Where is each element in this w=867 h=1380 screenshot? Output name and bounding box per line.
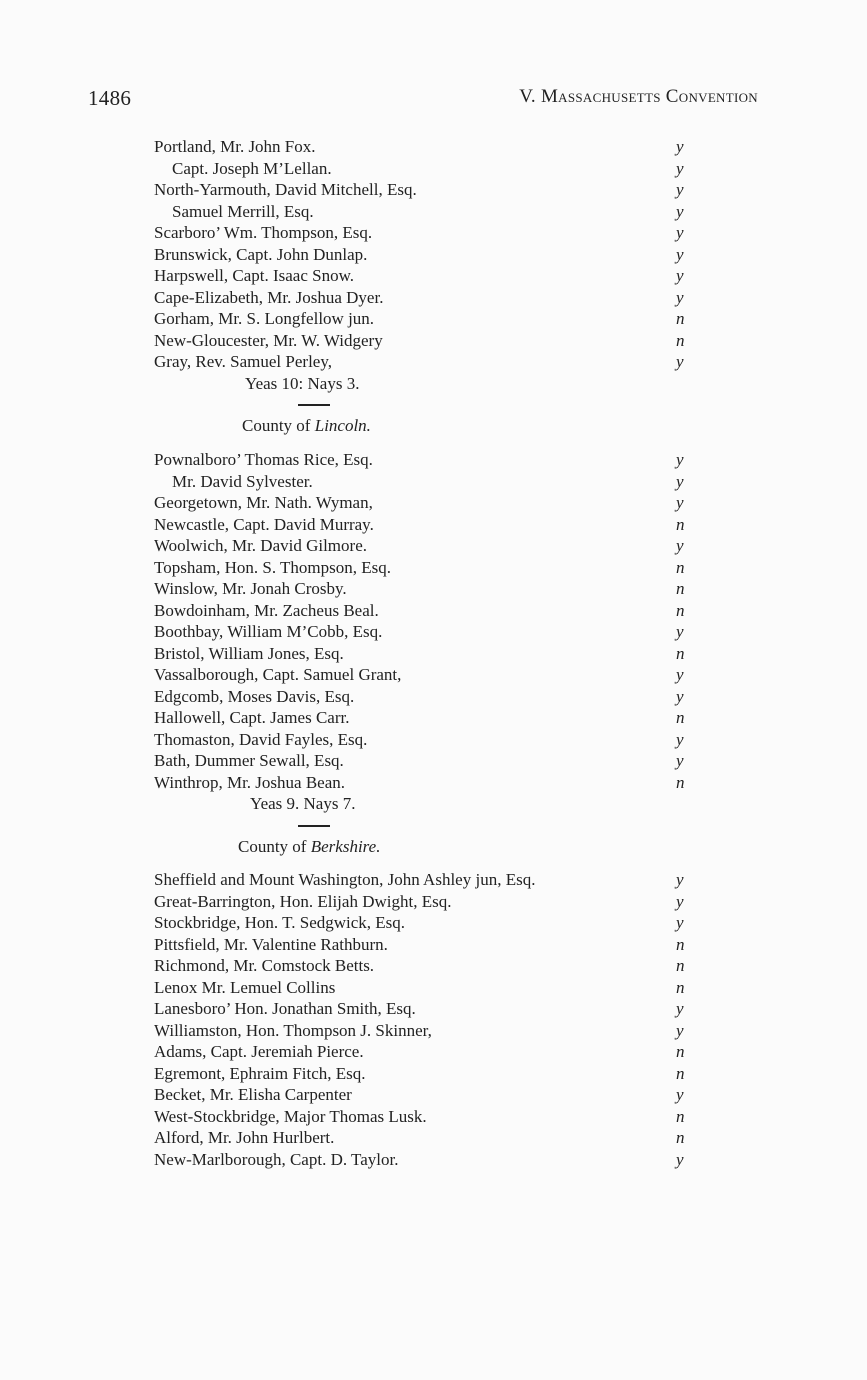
delegate-name: Becket, Mr. Elisha Carpenter xyxy=(154,1085,352,1104)
page-header xyxy=(88,86,758,114)
vote-row xyxy=(154,891,694,913)
delegate-name: Bath, Dummer Sewall, Esq. xyxy=(154,751,344,770)
vote-row xyxy=(154,1084,694,1106)
vote-mark: y xyxy=(676,493,684,512)
vote-row xyxy=(154,621,694,643)
vote-mark: n xyxy=(676,1106,685,1126)
vote-mark: y xyxy=(676,751,684,770)
vote-mark: n xyxy=(676,557,685,577)
delegate-name: Gorham, Mr. S. Longfellow jun. xyxy=(154,309,375,328)
vote-row xyxy=(154,955,694,977)
delegate-name: West-Stockbridge, Major Thomas Lusk. xyxy=(154,1106,427,1126)
vote-row xyxy=(154,772,694,794)
vote-mark: n xyxy=(676,934,685,954)
vote-row xyxy=(154,729,694,751)
vote-mark: y xyxy=(676,870,684,889)
vote-mark: y xyxy=(676,891,684,911)
cumberland-totals: Yeas 10: Nays 3. xyxy=(245,374,360,393)
county-heading-berkshire xyxy=(238,836,380,858)
vote-row xyxy=(154,1127,694,1149)
vote-mark: y xyxy=(676,999,684,1018)
vote-mark: y xyxy=(676,201,684,221)
delegate-name: Cape-Elizabeth, Mr. Joshua Dyer. xyxy=(154,287,384,307)
vote-row xyxy=(154,643,694,665)
vote-row xyxy=(154,707,694,729)
delegate-name: Great-Barrington, Hon. Elijah Dwight, Esq. xyxy=(154,891,452,911)
vote-row xyxy=(154,750,694,772)
delegate-name: Edgcomb, Moses Davis, Esq. xyxy=(154,686,355,706)
vote-mark: y xyxy=(676,266,684,285)
delegate-name: Adams, Capt. Jeremiah Pierce. xyxy=(154,1042,364,1061)
delegate-name: Bowdoinham, Mr. Zacheus Beal. xyxy=(154,600,379,620)
vote-mark: y xyxy=(676,1085,684,1104)
vote-row xyxy=(154,492,694,514)
vote-mark: n xyxy=(676,708,685,727)
delegate-name: Georgetown, Mr. Nath. Wyman, xyxy=(154,493,373,512)
county-heading-prefix: County of xyxy=(242,416,315,435)
vote-mark: y xyxy=(676,223,684,242)
vote-row xyxy=(154,664,694,686)
delegate-name: Winslow, Mr. Jonah Crosby. xyxy=(154,579,347,598)
delegate-name: Richmond, Mr. Comstock Betts. xyxy=(154,956,375,975)
vote-row xyxy=(154,557,694,579)
vote-row xyxy=(154,471,694,493)
vote-mark: n xyxy=(676,1042,685,1061)
delegate-name: Gray, Rev. Samuel Perley, xyxy=(154,352,332,371)
county-heading-prefix: County of xyxy=(238,837,311,856)
vote-row xyxy=(154,179,694,201)
delegate-name: Pittsfield, Mr. Valentine Rathburn. xyxy=(154,934,388,954)
vote-mark: n xyxy=(676,956,685,975)
vote-mark: n xyxy=(676,772,685,792)
vote-row xyxy=(154,287,694,309)
vote-mark: y xyxy=(676,622,684,641)
delegate-name: Lenox Mr. Lemuel Collins xyxy=(154,977,336,997)
delegate-name: Newcastle, Capt. David Murray. xyxy=(154,514,374,534)
vote-mark: n xyxy=(676,579,685,598)
vote-row xyxy=(154,158,694,180)
delegate-name: Scarboro’ Wm. Thompson, Esq. xyxy=(154,223,373,242)
vote-row xyxy=(154,201,694,223)
vote-row xyxy=(154,1063,694,1085)
vote-row xyxy=(154,449,694,471)
delegate-name: New-Marlborough, Capt. D. Taylor. xyxy=(154,1149,399,1169)
delegate-name: Bristol, William Jones, Esq. xyxy=(154,643,344,663)
vote-mark: n xyxy=(676,600,685,620)
county-name: Berkshire. xyxy=(310,837,381,856)
delegate-name: Vassalborough, Capt. Samuel Grant, xyxy=(154,665,402,684)
vote-mark: y xyxy=(676,471,684,491)
vote-row xyxy=(154,244,694,266)
vote-row xyxy=(154,1041,694,1063)
vote-row xyxy=(154,998,694,1020)
vote-mark: n xyxy=(676,643,685,663)
delegate-name: Lanesboro’ Hon. Jonathan Smith, Esq. xyxy=(154,999,416,1018)
vote-mark: y xyxy=(676,158,684,178)
section-divider xyxy=(298,404,330,406)
vote-row xyxy=(154,308,694,330)
delegate-name: Boothbay, William M’Cobb, Esq. xyxy=(154,622,383,641)
vote-row xyxy=(154,977,694,999)
vote-mark: y xyxy=(676,450,684,469)
delegate-name: Mr. David Sylvester. xyxy=(172,471,313,491)
vote-row xyxy=(154,869,694,891)
vote-mark: y xyxy=(676,536,684,555)
vote-mark: y xyxy=(676,287,684,307)
vote-row xyxy=(154,514,694,536)
delegate-name: Brunswick, Capt. John Dunlap. xyxy=(154,244,368,264)
vote-mark: y xyxy=(676,1149,684,1169)
delegate-name: Capt. Joseph M’Lellan. xyxy=(172,158,332,178)
vote-row xyxy=(154,1149,694,1171)
delegate-name: Thomaston, David Fayles, Esq. xyxy=(154,729,368,749)
vote-mark: y xyxy=(676,729,684,749)
vote-mark: n xyxy=(676,309,685,328)
delegate-name: Stockbridge, Hon. T. Sedgwick, Esq. xyxy=(154,913,406,932)
delegate-name: Samuel Merrill, Esq. xyxy=(172,201,314,221)
delegate-name: Egremont, Ephraim Fitch, Esq. xyxy=(154,1063,366,1083)
vote-row xyxy=(154,686,694,708)
page-number: 1486 xyxy=(88,86,132,110)
delegate-name: Pownalboro’ Thomas Rice, Esq. xyxy=(154,450,373,469)
vote-row xyxy=(154,578,694,600)
vote-row xyxy=(154,265,694,287)
vote-mark: y xyxy=(676,1020,684,1040)
vote-row xyxy=(154,1106,694,1128)
vote-row xyxy=(154,934,694,956)
vote-row xyxy=(154,222,694,244)
vote-mark: y xyxy=(676,244,684,264)
vote-mark: n xyxy=(676,514,685,534)
delegate-name: Topsham, Hon. S. Thompson, Esq. xyxy=(154,557,391,577)
delegate-name: North-Yarmouth, David Mitchell, Esq. xyxy=(154,180,417,199)
vote-mark: n xyxy=(676,330,685,350)
delegate-name: Alford, Mr. John Hurlbert. xyxy=(154,1128,335,1147)
vote-mark: y xyxy=(676,352,684,371)
county-heading-lincoln xyxy=(242,415,371,437)
vote-mark: y xyxy=(676,137,684,156)
vote-mark: y xyxy=(676,665,684,684)
delegate-name: Williamston, Hon. Thompson J. Skinner, xyxy=(154,1020,432,1040)
delegate-name: New-Gloucester, Mr. W. Widgery xyxy=(154,330,383,350)
vote-row xyxy=(154,600,694,622)
vote-mark: n xyxy=(676,1063,685,1083)
vote-row xyxy=(154,1020,694,1042)
delegate-name: Hallowell, Capt. James Carr. xyxy=(154,708,350,727)
vote-mark: n xyxy=(676,977,685,997)
vote-mark: y xyxy=(676,913,684,932)
vote-mark: y xyxy=(676,180,684,199)
delegate-name: Harpswell, Capt. Isaac Snow. xyxy=(154,266,355,285)
delegate-name: Winthrop, Mr. Joshua Bean. xyxy=(154,772,346,792)
vote-row xyxy=(154,912,694,934)
delegate-name: Woolwich, Mr. David Gilmore. xyxy=(154,536,367,555)
running-head: V. Massachusetts Convention xyxy=(519,86,758,107)
vote-mark: n xyxy=(676,1128,685,1147)
delegate-name: Portland, Mr. John Fox. xyxy=(154,137,316,156)
vote-row xyxy=(154,330,694,352)
section-divider xyxy=(298,825,330,827)
delegate-name: Sheffield and Mount Washington, John Ashley jun, Esq. xyxy=(154,870,536,889)
vote-row xyxy=(154,351,694,373)
county-name: Lincoln. xyxy=(314,416,371,435)
vote-row xyxy=(154,136,694,158)
vote-mark: y xyxy=(676,686,684,706)
vote-row xyxy=(154,535,694,557)
lincoln-totals: Yeas 9. Nays 7. xyxy=(250,794,356,813)
